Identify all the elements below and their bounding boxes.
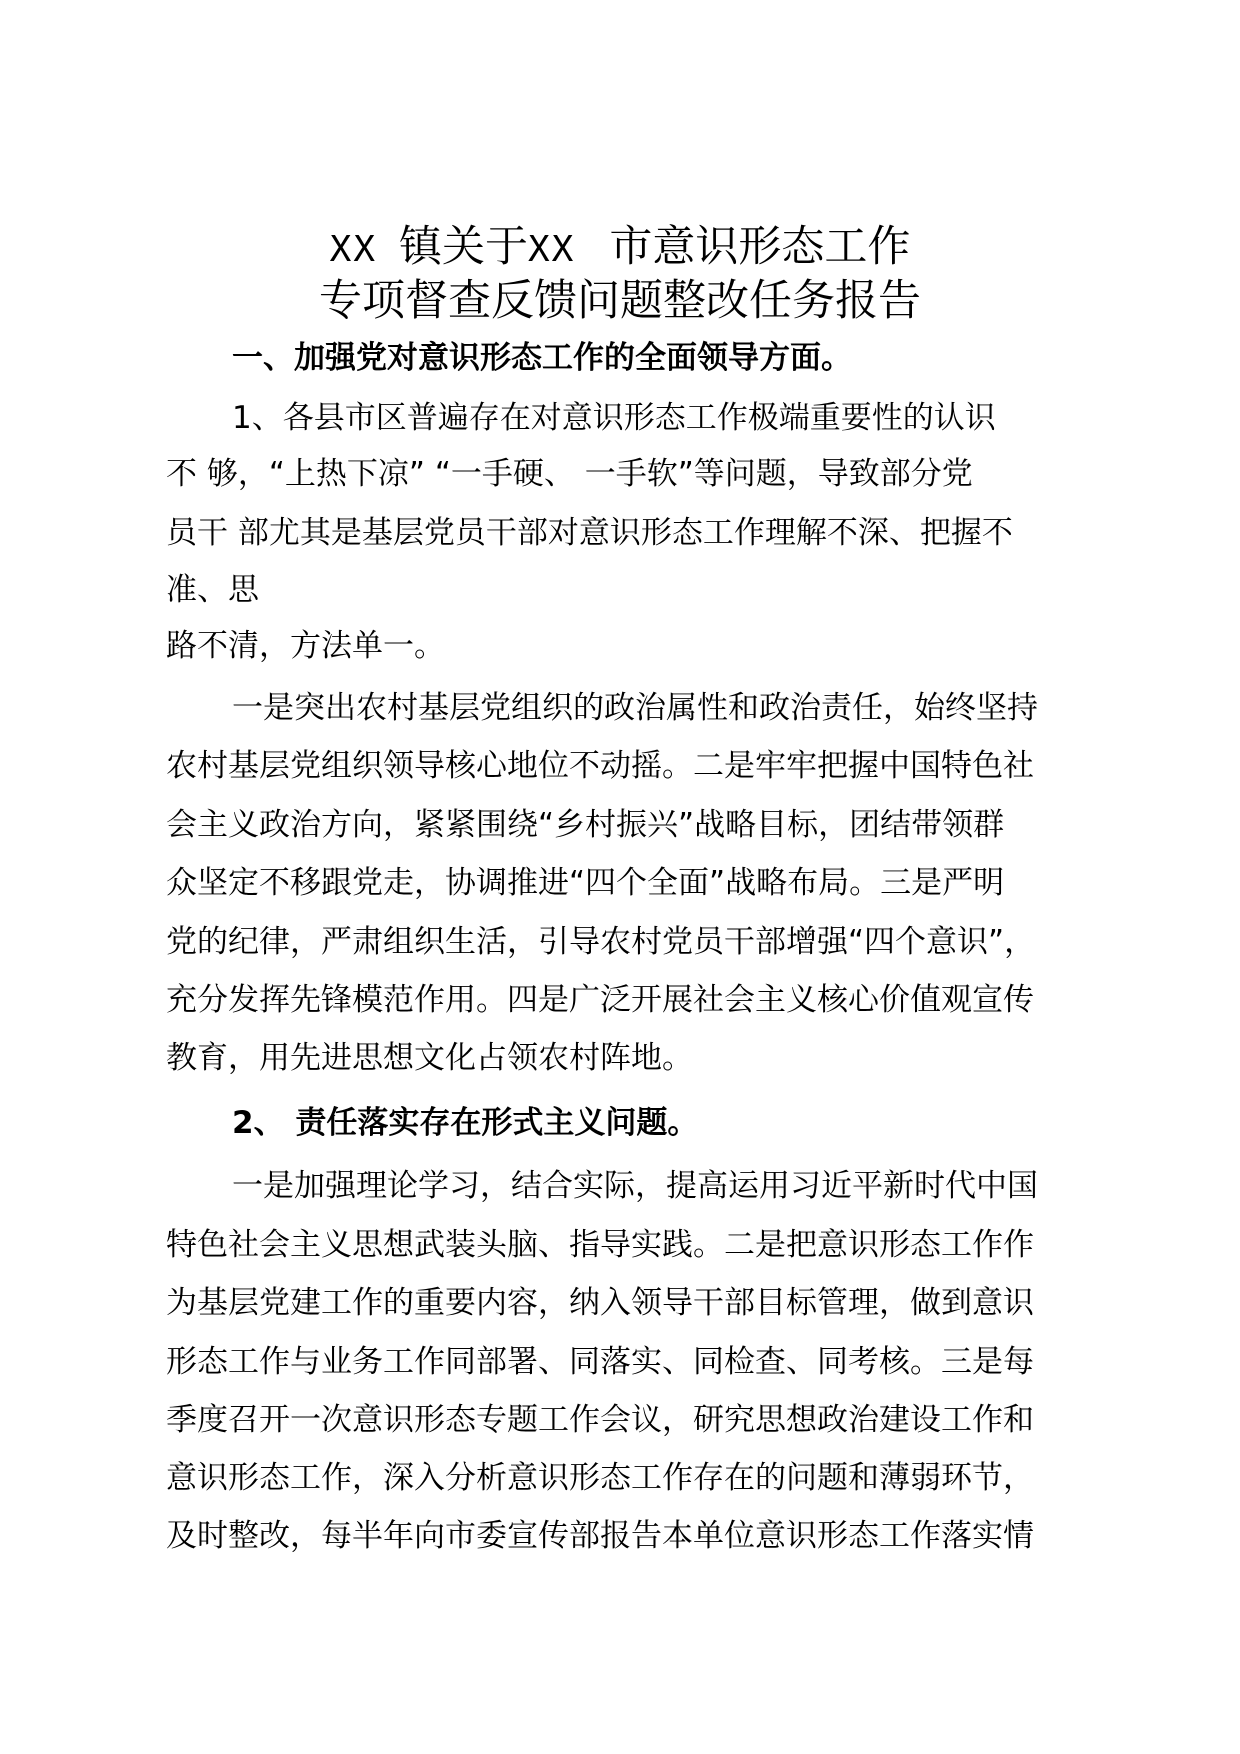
measures2-line-2: 特色社会主义思想武装头脑、指导实践。二是把意识形态工作作 xyxy=(166,1227,1034,1263)
measures2-line-1: 一是加强理论学习，结合实际，提高运用习近平新时代中国 xyxy=(232,1168,1038,1204)
measures1-line-7: 教育，用先进思想文化占领农村阵地。 xyxy=(166,1040,693,1076)
title-placeholder-town: XX xyxy=(329,229,377,270)
section-heading: 一、加强党对意识形态工作的全面领导方面。 xyxy=(232,340,852,376)
item1-line-2: 不 够，“上热下凉” “一手硬、 一手软”等问题，导致部分党 xyxy=(166,456,973,492)
title-text-a: 镇关于 xyxy=(399,222,528,272)
measures1-line-5: 党的纪律，严肃组织生活，引导农村党员干部增强“四个意识”， xyxy=(166,924,1036,960)
title-line-1 xyxy=(0,222,1240,275)
measures2-line-6: 意识形态工作，深入分析意识形态工作存在的问题和薄弱环节， xyxy=(166,1460,1034,1496)
title-line-2: 专项督查反馈问题整改任务报告 xyxy=(319,276,921,326)
item1-line-4: 准、思 xyxy=(166,572,259,608)
item2-heading: 2、 责任落实存在形式主义问题。 xyxy=(232,1105,699,1141)
measures2-line-7: 及时整改，每半年向市委宣传部报告本单位意识形态工作落实情 xyxy=(166,1518,1034,1554)
title-placeholder-city: XX xyxy=(528,229,576,270)
measures1-line-3: 会主义政治方向，紧紧围绕“乡村振兴”战略目标，团结带领群 xyxy=(166,807,1005,843)
measures2-line-4: 形态工作与业务工作同部署、同落实、同检查、同考核。三是每 xyxy=(166,1344,1034,1380)
item1-line-1: 1、各县市区普遍存在对意识形态工作极端重要性的认识 xyxy=(232,400,996,436)
measures2-line-3: 为基层党建工作的重要内容，纳入领导干部目标管理，做到意识 xyxy=(166,1285,1034,1321)
item1-line-3: 员干 部尤其是基层党员干部对意识形态工作理解不深、把握不 xyxy=(166,515,1013,551)
item1-line-5: 路不清，方法单一。 xyxy=(166,628,445,664)
measures1-line-1: 一是突出农村基层党组织的政治属性和政治责任，始终坚持 xyxy=(232,690,1038,726)
title-text-b: 市意识形态工作 xyxy=(609,222,911,272)
measures1-line-6: 充分发挥先锋模范作用。四是广泛开展社会主义核心价值观宣传 xyxy=(166,982,1034,1018)
measures1-line-2: 农村基层党组织领导核心地位不动摇。二是牢牢把握中国特色社 xyxy=(166,748,1034,784)
measures1-line-4: 众坚定不移跟党走，协调推进“四个全面”战略布局。三是严明 xyxy=(166,865,1005,901)
measures2-line-5: 季度召开一次意识形态专题工作会议，研究思想政治建设工作和 xyxy=(166,1402,1034,1438)
